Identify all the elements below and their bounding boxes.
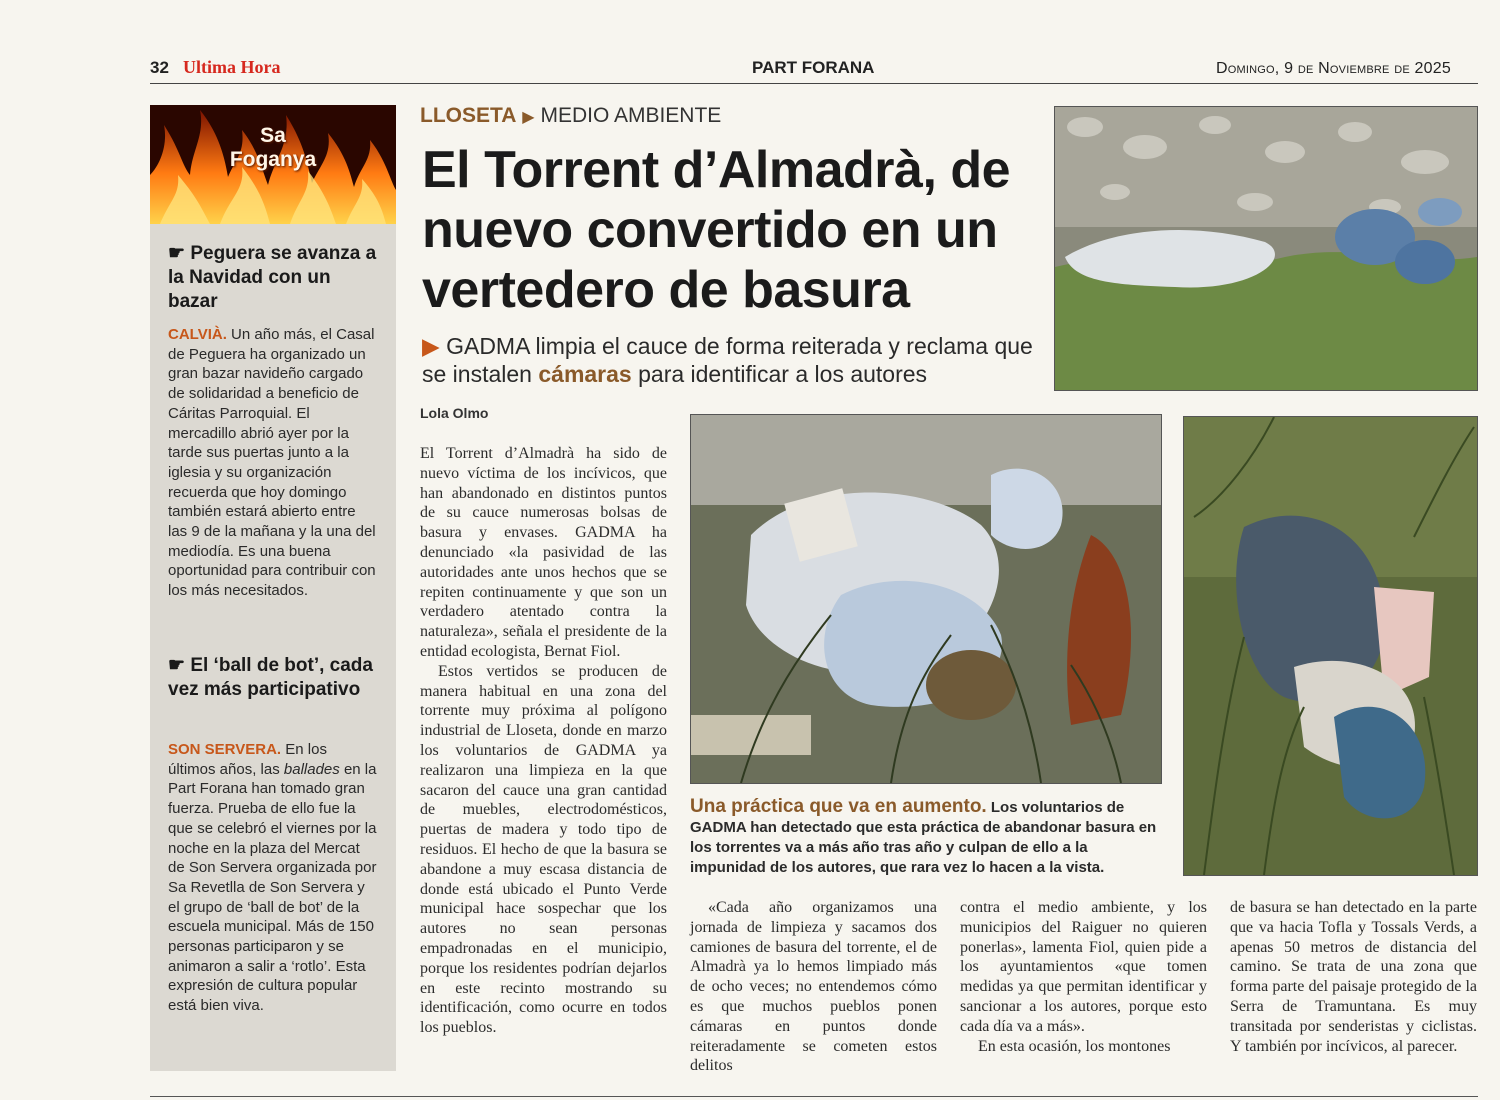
paragraph: contra el medio ambiente, y los municipios del Raiguer no quieren ponerlas», lamenta Fiol, quien pide a los ayuntamientos «que tomen medidas ya que permitan identificar y sancionar a los autores, porque esto cada día va a más». <box>960 899 1207 1035</box>
sidebar-title <box>150 124 396 172</box>
kicker-location: LLOSETA <box>420 104 517 127</box>
brief-lead: SON SERVERA. <box>168 741 282 758</box>
pointing-hand-icon: ☛ <box>168 655 186 676</box>
page-number: 32 <box>150 58 169 77</box>
paragraph: El Torrent d’Almadrà ha sido de nuevo víctima de los incívicos, que han abandonado en distintos puntos de su cauce numerosas bolsas de basura y envases. GADMA ha denunciado «la pasividad de las autoridades ante unos hechos que se repiten continuamente y que son un verdadero atentado contra la naturaleza», señala el presidente de la entidad ecologista, Bernat Fiol. <box>420 445 667 660</box>
header-divider <box>150 83 1478 84</box>
brief-text: en la Part Forana han tomado gran fuerza. Prueba de ello fue la que se celebró el viernes por la noche en la plaza del Mercat de Son Servera organizada por Sa Revetlla de Son Servera y el grupo de ‘ball de bot’ de la escuela municipal. Más de 150 personas participaron y se animaron a salir a ‘rotlo’. Esta expresión de cultura popular está bien viva. <box>168 760 377 1015</box>
caption-title: Una práctica que va en aumento. <box>690 796 987 817</box>
footer-divider <box>150 1096 1478 1097</box>
triangle-right-icon: ▶ <box>422 333 440 359</box>
brief-body-son-servera <box>168 740 378 1016</box>
kicker-section: MEDIO AMBIENTE <box>540 104 722 127</box>
paragraph: «Cada año organizamos una jornada de limpieza y sacamos dos camiones de basura del torrente, el de Almadrà ya lo hemos limpiado más de ocho veces; no entendemos cómo es que muchos pueblos ponen cámaras en puntos donde reiteradamente se cometen estos delitos <box>690 899 937 1075</box>
pointing-hand-icon: ☛ <box>168 243 186 264</box>
subhead-highlight: cámaras <box>538 361 632 387</box>
brief-lead: CALVIÀ. <box>168 326 227 343</box>
article-column-2 <box>690 898 937 1076</box>
sidebar-title-line1: Sa <box>260 124 286 147</box>
article-column-1 <box>420 444 667 1038</box>
triangle-right-icon: ▶ <box>522 109 535 126</box>
brief-headline-son-servera <box>168 654 378 702</box>
paragraph: Estos vertidos se producen de manera habitual en una zona del torrente muy próxima al polígono industrial de Lloseta, donde en marzo los voluntarios de GADMA ya realizaron una limpieza en la que sacaron del cauce una gran cantidad de muebles, electrodomésticos, puertas de madera y todo tipo de residuos. El hecho de que la basura se abandone a muy escasa distancia de donde está ubicado el Punto Verde municipal hace sospechar que los autores no sean personas empadronadas en el municipio, porque los residentes podrían dejarlos en este recinto mostrando su identificación, como ocurre en todos los pueblos. <box>420 662 667 1037</box>
newspaper-brand: Ultima Hora <box>183 57 281 77</box>
brief-headline-text: El ‘ball de bot’, cada vez más participativo <box>168 655 373 700</box>
subhead-text: GADMA limpia el cauce de forma reiterada y reclama que se instalen <box>422 333 1033 387</box>
caption-text: Los voluntarios de GADMA han detectado que esta práctica de abandonar basura en los torrentes va a más año tras año y culpan de ello a la impunidad de los autores, que rara vez lo hacen a la vista. <box>690 799 1157 876</box>
brief-headline-calvia <box>168 242 378 314</box>
article-column-3 <box>960 898 1207 1056</box>
article-column-4 <box>1230 898 1477 1056</box>
brief-text: Un año más, el Casal de Peguera ha organizado un gran bazar navideño cargado de solidaridad a beneficio de Cáritas Parroquial. El mercadillo abrió ayer por la tarde sus puertas junto a la iglesia y su organización recuerda que hoy domingo también estará abierto entre las 9 de la mañana y la una del mediodía. Es una buena oportunidad para contribuir con los más necesitados. <box>168 326 376 600</box>
photo-trash-bags <box>690 414 1162 784</box>
sidebar-title-line2: Foganya <box>229 148 317 171</box>
section-title: PART FORANA <box>752 58 875 77</box>
brief-text-italic: ballades <box>283 760 340 778</box>
photo-bags-in-brush <box>1183 416 1478 876</box>
photo-caption <box>690 797 1160 878</box>
subhead-text: para identificar a los autores <box>631 361 928 387</box>
article-kicker <box>420 104 721 128</box>
photo-riverbed-trash <box>1054 106 1478 391</box>
issue-date: Domingo, 9 de Noviembre de 2025 <box>1216 60 1451 77</box>
paragraph: de basura se han detectado en la parte que va hacia Tofla y Tossals Verds, a apenas 50 metros de distancia del camino. Se trata de una zona que forma parte del paisaje protegido de la Serra de Tramuntana. Es muy transitada por senderistas y ciclistas. Y también por incívicos, al parecer. <box>1230 899 1477 1055</box>
article-byline: Lola Olmo <box>420 405 489 421</box>
paragraph: En esta ocasión, los montones <box>978 1037 1171 1055</box>
article-headline: El Torrent d’Almadrà, de nuevo convertido en un vertedero de basura <box>422 141 1011 319</box>
brief-body-calvia <box>168 325 378 601</box>
article-subhead <box>422 332 1042 388</box>
brief-text: En los últimos años, las <box>168 741 327 778</box>
brief-headline-text: Peguera se avanza a la Navidad con un bazar <box>168 243 377 312</box>
